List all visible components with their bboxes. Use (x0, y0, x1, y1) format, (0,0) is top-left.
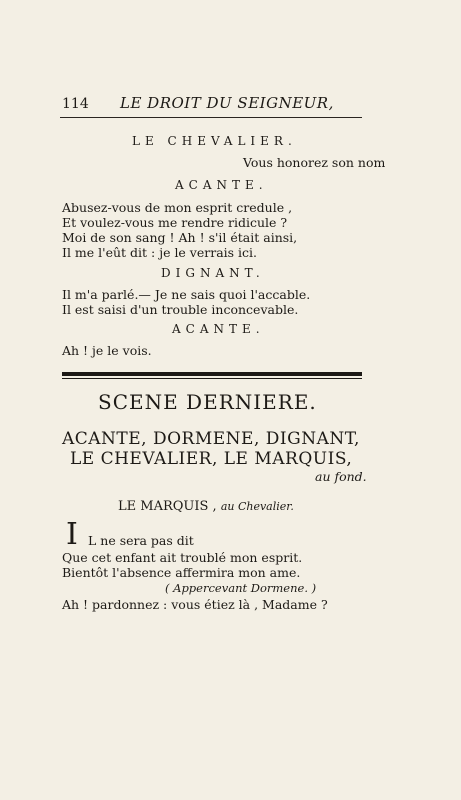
speaker-chevalier: LE CHEVALIER. (132, 134, 297, 148)
scene-divider-thick (62, 372, 362, 376)
verse-line: Et voulez-vous me rendre ridicule ? (62, 215, 288, 230)
page-number: 114 (62, 96, 89, 112)
verse-line: Il est saisi d'un trouble inconcevable. (62, 302, 299, 317)
speaker-name: LE MARQUIS , (118, 499, 217, 514)
verse-line: Ah ! pardonnez : vous étiez là , Madame ? (62, 597, 328, 612)
verse-line: Que cet enfant ait troublé mon esprit. (62, 550, 303, 565)
verse-line: Ah ! je le vois. (62, 343, 152, 358)
cast-line: ACANTE, DORMENE, DIGNANT, (62, 429, 360, 449)
speaker-marquis (118, 499, 294, 514)
cast-line: LE CHEVALIER, LE MARQUIS, (70, 449, 353, 469)
speaker-dignant: DIGNANT. (161, 266, 265, 280)
speaker-aside: au Chevalier. (220, 500, 294, 513)
verse-line: Abusez-vous de mon esprit credule , (62, 200, 293, 215)
scene-title: SCENE DERNIERE. (98, 390, 317, 414)
stage-direction: ( Appercevant Dormene. ) (165, 581, 317, 595)
scene-divider-thin (62, 378, 362, 379)
cast-note: au fond. (315, 469, 367, 484)
header-rule (60, 117, 362, 118)
running-title: LE DROIT DU SEIGNEUR, (120, 94, 334, 112)
speaker-acante: ACANTE. (175, 178, 268, 192)
verse-line: Moi de son sang ! Ah ! s'il était ainsi, (62, 230, 298, 245)
speaker-acante: ACANTE. (172, 322, 265, 336)
verse-line: Bientôt l'absence affermira mon ame. (62, 565, 301, 580)
verse-line: Il me l'eût dit : je le verrais ici. (62, 245, 258, 260)
verse-line: Il m'a parlé.— Je ne sais quoi l'accable. (62, 287, 311, 302)
verse-line: Vous honorez son nom (243, 155, 386, 170)
verse-line: L ne sera pas dit (88, 533, 194, 548)
drop-cap: I (66, 517, 78, 552)
